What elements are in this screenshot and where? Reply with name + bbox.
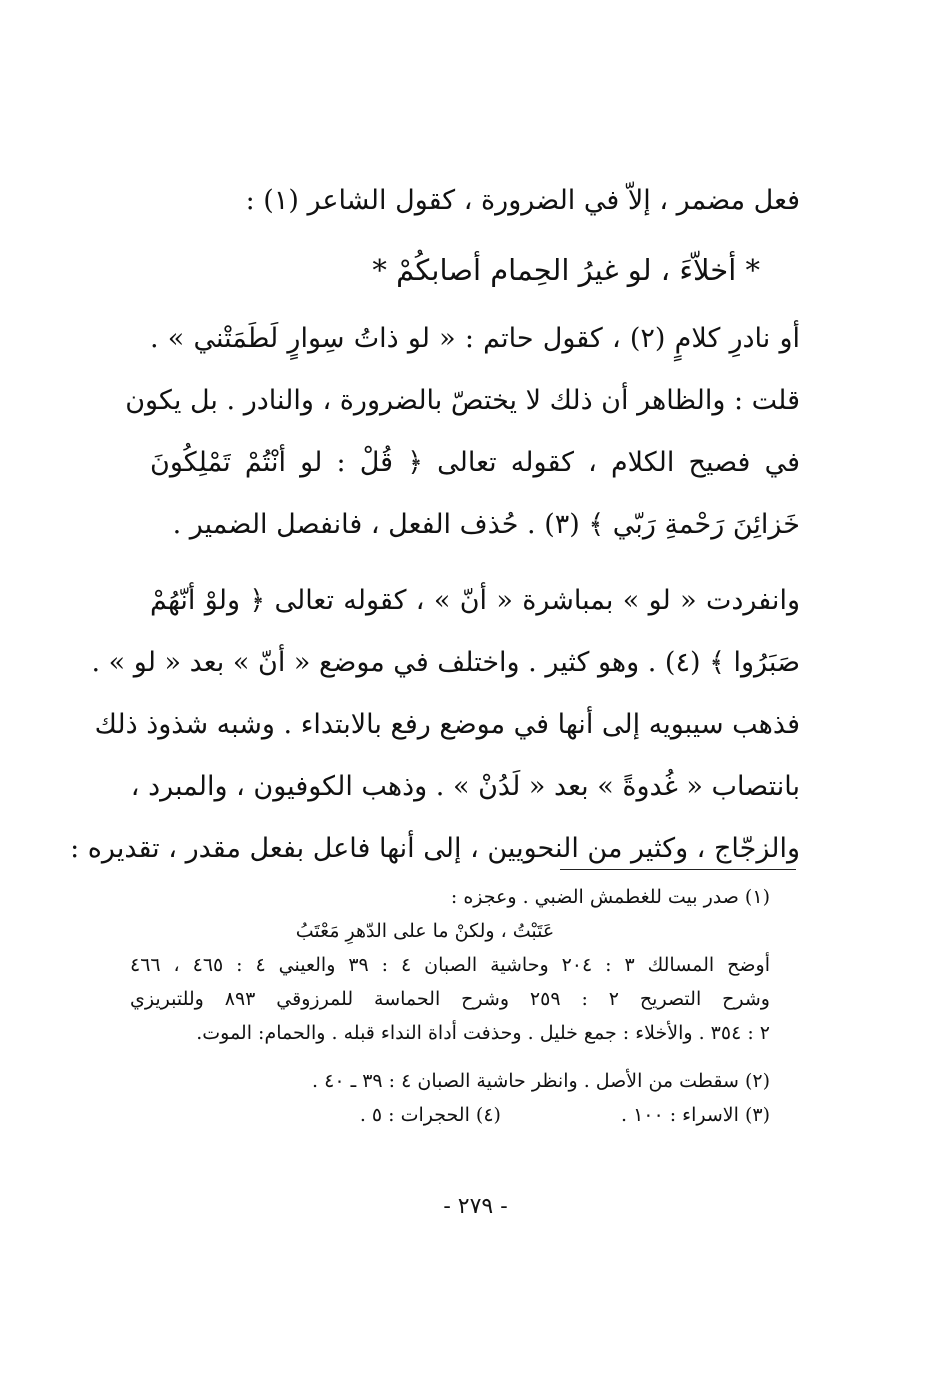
footnote-3: (٣) الاسراء : ١٠٠ . (620, 1104, 770, 1126)
paragraph-gap (150, 556, 800, 570)
text-line-3: قلت : والظاهر أن ذلك لا يختصّ بالضرورة ، والنادر . بل يكون (125, 385, 800, 416)
page-number: - ٢٧٩ - (443, 1194, 508, 1219)
footnote-1-line-5: ٢ : ٣٥٤ . والأخلاء : جمع خليل . وحذفت أداة النداء قبله . والحمام: الموت. (196, 1022, 770, 1044)
footnote-1-line-3: أوضح المسالك ٣ : ٢٠٤ وحاشية الصبان ٤ : ٣٩ والعيني ٤ : ٤٦٥ ، ٤٦٦ (130, 954, 770, 976)
footnote-3-4-row (130, 1098, 770, 1132)
text-line-4: في فصيح الكلام ، كقوله تعالى ﴿ قُلْ : لو أنْتُمْ تَمْلِكُونَ (150, 447, 800, 478)
main-text (70, 170, 800, 880)
footnotes (130, 880, 770, 1132)
footnote-divider (560, 869, 796, 870)
footnote-1-line-4: وشرح التصريح ٢ : ٢٥٩ وشرح الحماسة للمرزوقي ٨٩٣ وللتبريزي (130, 988, 770, 1010)
footnote-1-line-1: (١) صدر بيت للغطمش الضبي . وعجزه : (450, 886, 770, 908)
text-line-2: أو نادرِ كلامٍ (٢) ، كقول حاتم : « لو ذاتُ سِوارٍ لَطَمَتْني » . (150, 323, 800, 354)
footnote-2: (٢) سقطت من الأصل . وانظر حاشية الصبان ٤ : ٣٩ ـ ٤٠ . (312, 1070, 770, 1092)
text-line-8: فذهب سيبويه إلى أنها في موضع رفع بالابتداء . وشبه شذوذ ذلك (94, 709, 800, 740)
text-line-6: وانفردت « لو » بمباشرة « أنّ » ، كقوله تعالى ﴿ ولوْ أنّهُمْ (150, 585, 800, 616)
verse-line: * أخلاّءَ ، لو غيرُ الحِمام أصابكُمْ * (372, 253, 760, 287)
footnote-gap (130, 1050, 770, 1064)
text-line-7: صَبَرُوا ﴾ (٤) . وهو كثير . واختلف في موضع « أنّ » بعد « لو » . (91, 647, 800, 678)
footnote-1-verse: عَتَبْتُ ، ولكنْ ما على الدّهرِ مَعْتَبُ (295, 920, 555, 942)
text-line-5: خَزائِنَ رَحْمةِ رَبّي ﴾ (٣) . حُذف الفعل ، فانفصل الضمير . (172, 509, 800, 540)
text-line-10: والزجّاج ، وكثير من النحويين ، إلى أنها فاعل بفعل مقدر ، تقديره : (70, 833, 800, 864)
text-line-1: فعل مضمر ، إلاّ في الضرورة ، كقول الشاعر (١) : (245, 185, 800, 216)
text-line-9: بانتصاب « غُدوةً » بعد « لَدُنْ » . وذهب الكوفيون ، والمبرد ، (130, 771, 800, 802)
footnote-4: (٤) الحجرات : ٥ . (359, 1104, 501, 1126)
